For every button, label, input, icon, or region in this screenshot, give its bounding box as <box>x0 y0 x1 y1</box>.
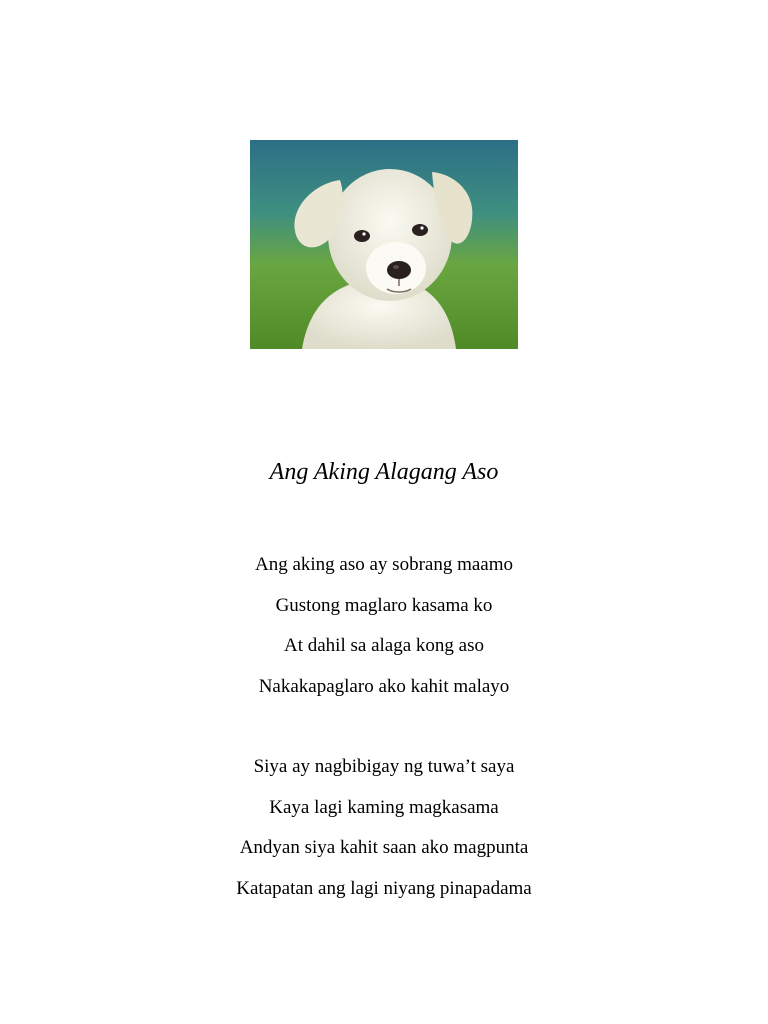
poem-line: Nakakapaglaro ako kahit malayo <box>258 675 510 697</box>
poem-stanza-1 <box>0 551 768 713</box>
poem-line: Kaya lagi kaming magkasama <box>269 796 499 818</box>
poem-line: Andyan siya kahit saan ako magpunta <box>239 837 529 858</box>
poem-line: Siya ay nagbibigay ng tuwa’t saya <box>253 756 515 777</box>
puppy-photo <box>250 140 518 349</box>
puppy-illustration <box>250 140 518 349</box>
poem-line: Ang aking aso ay sobrang maamo <box>254 554 514 575</box>
poem-line: Gustong maglaro kasama ko <box>275 594 493 616</box>
poem-stanza-2 <box>0 753 768 915</box>
poem-title: Ang Aking Alagang Aso <box>269 459 499 485</box>
poem-line: At dahil sa alaga kong aso <box>284 635 484 656</box>
poem-line: Katapatan ang lagi niyang pinapadama <box>236 877 532 899</box>
